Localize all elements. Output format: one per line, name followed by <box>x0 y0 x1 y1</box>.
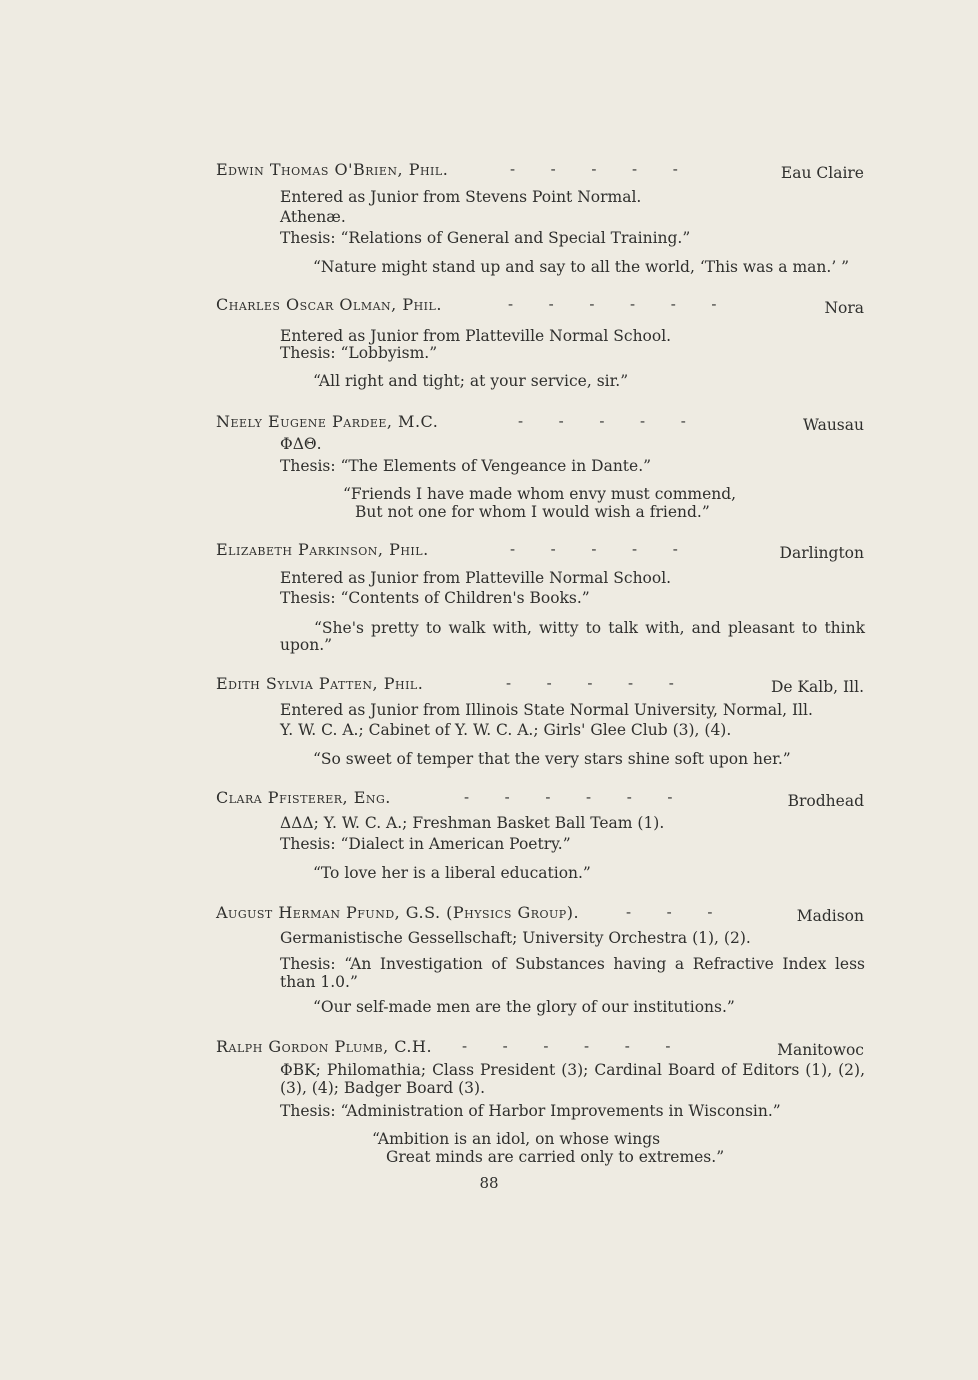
student-entry <box>0 412 978 521</box>
student-name: Charles Oscar Olman, Phil. <box>216 295 442 314</box>
motto-quote: “All right and tight; at your service, sir.” <box>313 372 629 390</box>
student-name: Ralph Gordon Plumb, C.H. <box>216 1037 433 1056</box>
motto-quote: Great minds are carried only to extremes.” <box>386 1148 725 1166</box>
page-number: 88 <box>479 1174 499 1192</box>
leader-dashes: - - - - - - <box>464 788 674 806</box>
student-entry <box>0 903 978 1016</box>
motto-quote: But not one for whom I would wish a friend.” <box>355 503 710 521</box>
thesis-line: Thesis: “Lobbyism.” <box>280 344 438 362</box>
leader-dashes: - - - - - - <box>508 295 718 313</box>
fraternity-letters: ΦΔΘ. <box>280 435 322 453</box>
entry-detail: Germanistische Gessellschaft; University Orchestra (1), (2). <box>280 929 751 947</box>
leader-dashes: - - - - - <box>518 412 687 430</box>
student-name: Edith Sylvia Patten, Phil. <box>216 674 424 693</box>
entry-header <box>0 903 978 925</box>
leader-dashes: - - - - - - <box>462 1037 672 1055</box>
entry-header <box>0 160 978 182</box>
motto-quote: “She's pretty to walk with, witty to talk with, and pleasant to think upon.” <box>280 619 865 654</box>
hometown: Wausau <box>803 416 864 434</box>
leader-dashes: - - - - - <box>510 160 679 178</box>
student-name: Neely Eugene Pardee, M.C. <box>216 412 439 431</box>
student-entry <box>0 788 978 882</box>
motto-quote: “Ambition is an idol, on whose wings <box>372 1130 661 1148</box>
student-name: Elizabeth Parkinson, Phil. <box>216 540 429 559</box>
motto-quote: “To love her is a liberal education.” <box>313 864 591 882</box>
student-name: Edwin Thomas O'Brien, Phil. <box>216 160 449 179</box>
student-entry <box>0 540 978 654</box>
thesis-line: Thesis: “Relations of General and Special Training.” <box>280 229 691 247</box>
leader-dashes: - - - - - <box>506 674 675 692</box>
entry-detail: Athenæ. <box>280 208 346 226</box>
student-entry <box>0 674 978 768</box>
hometown: Darlington <box>779 544 864 562</box>
student-entry <box>0 1037 978 1166</box>
entry-detail: Entered as Junior from Platteville Normal School. <box>280 327 672 345</box>
student-entry <box>0 160 978 276</box>
student-name: August Herman Pfund, G.S. (Physics Group). <box>216 903 580 922</box>
thesis-line: Thesis: “Dialect in American Poetry.” <box>280 835 571 853</box>
thesis-line: Thesis: “Administration of Harbor Improvements in Wisconsin.” <box>280 1102 781 1120</box>
student-name: Clara Pfisterer, Eng. <box>216 788 391 807</box>
motto-quote: “So sweet of temper that the very stars shine soft upon her.” <box>313 750 791 768</box>
entry-header <box>0 540 978 562</box>
entry-detail: Entered as Junior from Platteville Normal School. <box>280 569 672 587</box>
leader-dashes: - - - - - <box>510 540 679 558</box>
motto-quote: “Our self-made men are the glory of our institutions.” <box>313 998 735 1016</box>
motto-quote: “Nature might stand up and say to all the world, ‘This was a man.’ ” <box>313 258 850 276</box>
hometown: Manitowoc <box>777 1041 864 1059</box>
entry-detail: ΔΔΔ; Y. W. C. A.; Freshman Basket Ball Team (1). <box>280 814 665 832</box>
entry-header <box>0 295 978 317</box>
thesis-line: Thesis: “An Investigation of Substances having a Refractive Index less than 1.0.” <box>280 955 865 991</box>
student-entry <box>0 295 978 390</box>
motto-quote: “Friends I have made whom envy must commend, <box>343 485 737 503</box>
hometown: Madison <box>796 907 864 925</box>
entry-header <box>0 788 978 810</box>
leader-dashes: - - - <box>626 903 714 921</box>
thesis-line: Thesis: “Contents of Children's Books.” <box>280 589 590 607</box>
entry-detail: Entered as Junior from Illinois State Normal University, Normal, Ill. <box>280 701 813 719</box>
entry-detail: Entered as Junior from Stevens Point Normal. <box>280 188 642 206</box>
hometown: Nora <box>824 299 864 317</box>
entry-header <box>0 412 978 434</box>
hometown: De Kalb, Ill. <box>770 678 864 696</box>
hometown: Eau Claire <box>780 164 864 182</box>
entry-header <box>0 1037 978 1059</box>
thesis-line: Thesis: “The Elements of Vengeance in Dante.” <box>280 457 652 475</box>
entry-header <box>0 674 978 696</box>
entry-detail: ΦBK; Philomathia; Class President (3); Cardinal Board of Editors (1), (2), (3), (4); Badger Board (3). <box>280 1061 865 1097</box>
hometown: Brodhead <box>787 792 864 810</box>
entry-detail: Y. W. C. A.; Cabinet of Y. W. C. A.; Girls' Glee Club (3), (4). <box>280 721 732 739</box>
